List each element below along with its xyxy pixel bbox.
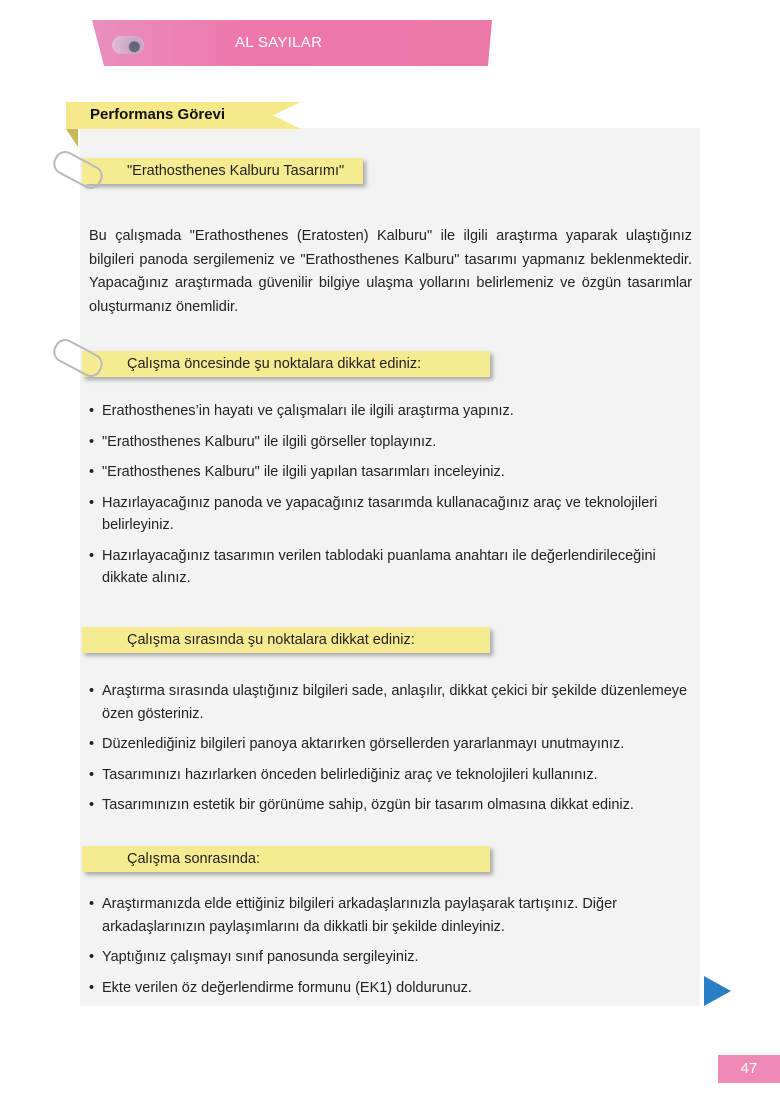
- after-title: Çalışma sonrasında:: [127, 851, 260, 867]
- before-tag: [82, 351, 490, 377]
- after-list: [89, 893, 692, 1007]
- list-item: • "Erathosthenes Kalburu" ile ilgili görseller toplayınız.: [89, 431, 692, 454]
- list-item: • Düzenlediğiniz bilgileri panoya aktarırken görsellerden yararlanmayı unutmayınız.: [89, 733, 692, 756]
- chapter-title: AL SAYILAR: [235, 34, 323, 51]
- intro-paragraph: Bu çalışmada "Erathosthenes (Eratosten) Kalburu" ile ilgili araştırma yaparak ulaştığınız bilgileri panoda sergilemeniz ve "Erathosthenes Kalburu" tasarımı yapmanız beklenmektedir. Yapacağınız araştırmada güvenilir bilgiye ulaşma yollarını belirlemeniz ve özgün tasarımlar oluşturmanız önemlidir.: [89, 228, 692, 315]
- list-item: • Erathosthenes’in hayatı ve çalışmaları ile ilgili araştırma yapınız.: [89, 400, 692, 423]
- before-list: [89, 400, 692, 598]
- list-item: • "Erathosthenes Kalburu" ile ilgili yapılan tasarımları inceleyiniz.: [89, 461, 692, 484]
- section-title: Performans Görevi: [90, 106, 226, 123]
- during-tag: [82, 627, 490, 653]
- task-title: "Erathosthenes Kalburu Tasarımı": [127, 163, 345, 179]
- before-title: Çalışma öncesinde şu noktalara dikkat ediniz:: [127, 356, 422, 372]
- next-arrow-icon: [704, 976, 731, 1006]
- during-title: Çalışma sırasında şu noktalara dikkat ediniz:: [127, 632, 415, 648]
- list-item: • Tasarımınızın estetik bir görünüme sahip, özgün bir tasarım olmasına dikkat ediniz.: [89, 794, 692, 817]
- list-item: • Yaptığınız çalışmayı sınıf panosunda sergileyiniz.: [89, 946, 692, 969]
- page-number: 47: [718, 1055, 780, 1083]
- ribbon-fold: [66, 129, 78, 147]
- after-tag: [82, 846, 490, 872]
- list-item: • Hazırlayacağınız tasarımın verilen tablodaki puanlama anahtarı ile değerlendirileceğini dikkate alınız.: [89, 545, 692, 590]
- during-list: [89, 680, 692, 825]
- list-item: • Araştırma sırasında ulaştığınız bilgileri sade, anlaşılır, dikkat çekici bir şekilde düzenlemeye özen gösteriniz.: [89, 680, 692, 725]
- list-item: • Tasarımınızı hazırlarken önceden belirlediğiniz araç ve teknolojileri kullanınız.: [89, 764, 692, 787]
- list-item: • Araştırmanızda elde ettiğiniz bilgileri arkadaşlarınızla paylaşarak tartışınız. Diğer arkadaşlarınızın paylaşımlarını da dikkatli bir şekilde dinleyiniz.: [89, 893, 692, 938]
- list-item: • Ekte verilen öz değerlendirme formunu (EK1) doldurunuz.: [89, 977, 692, 1000]
- list-item: • Hazırlayacağınız panoda ve yapacağınız tasarımda kullanacağınız araç ve teknolojileri belirleyiniz.: [89, 492, 692, 537]
- task-title-tag: [82, 158, 363, 184]
- logo-icon: [112, 36, 144, 54]
